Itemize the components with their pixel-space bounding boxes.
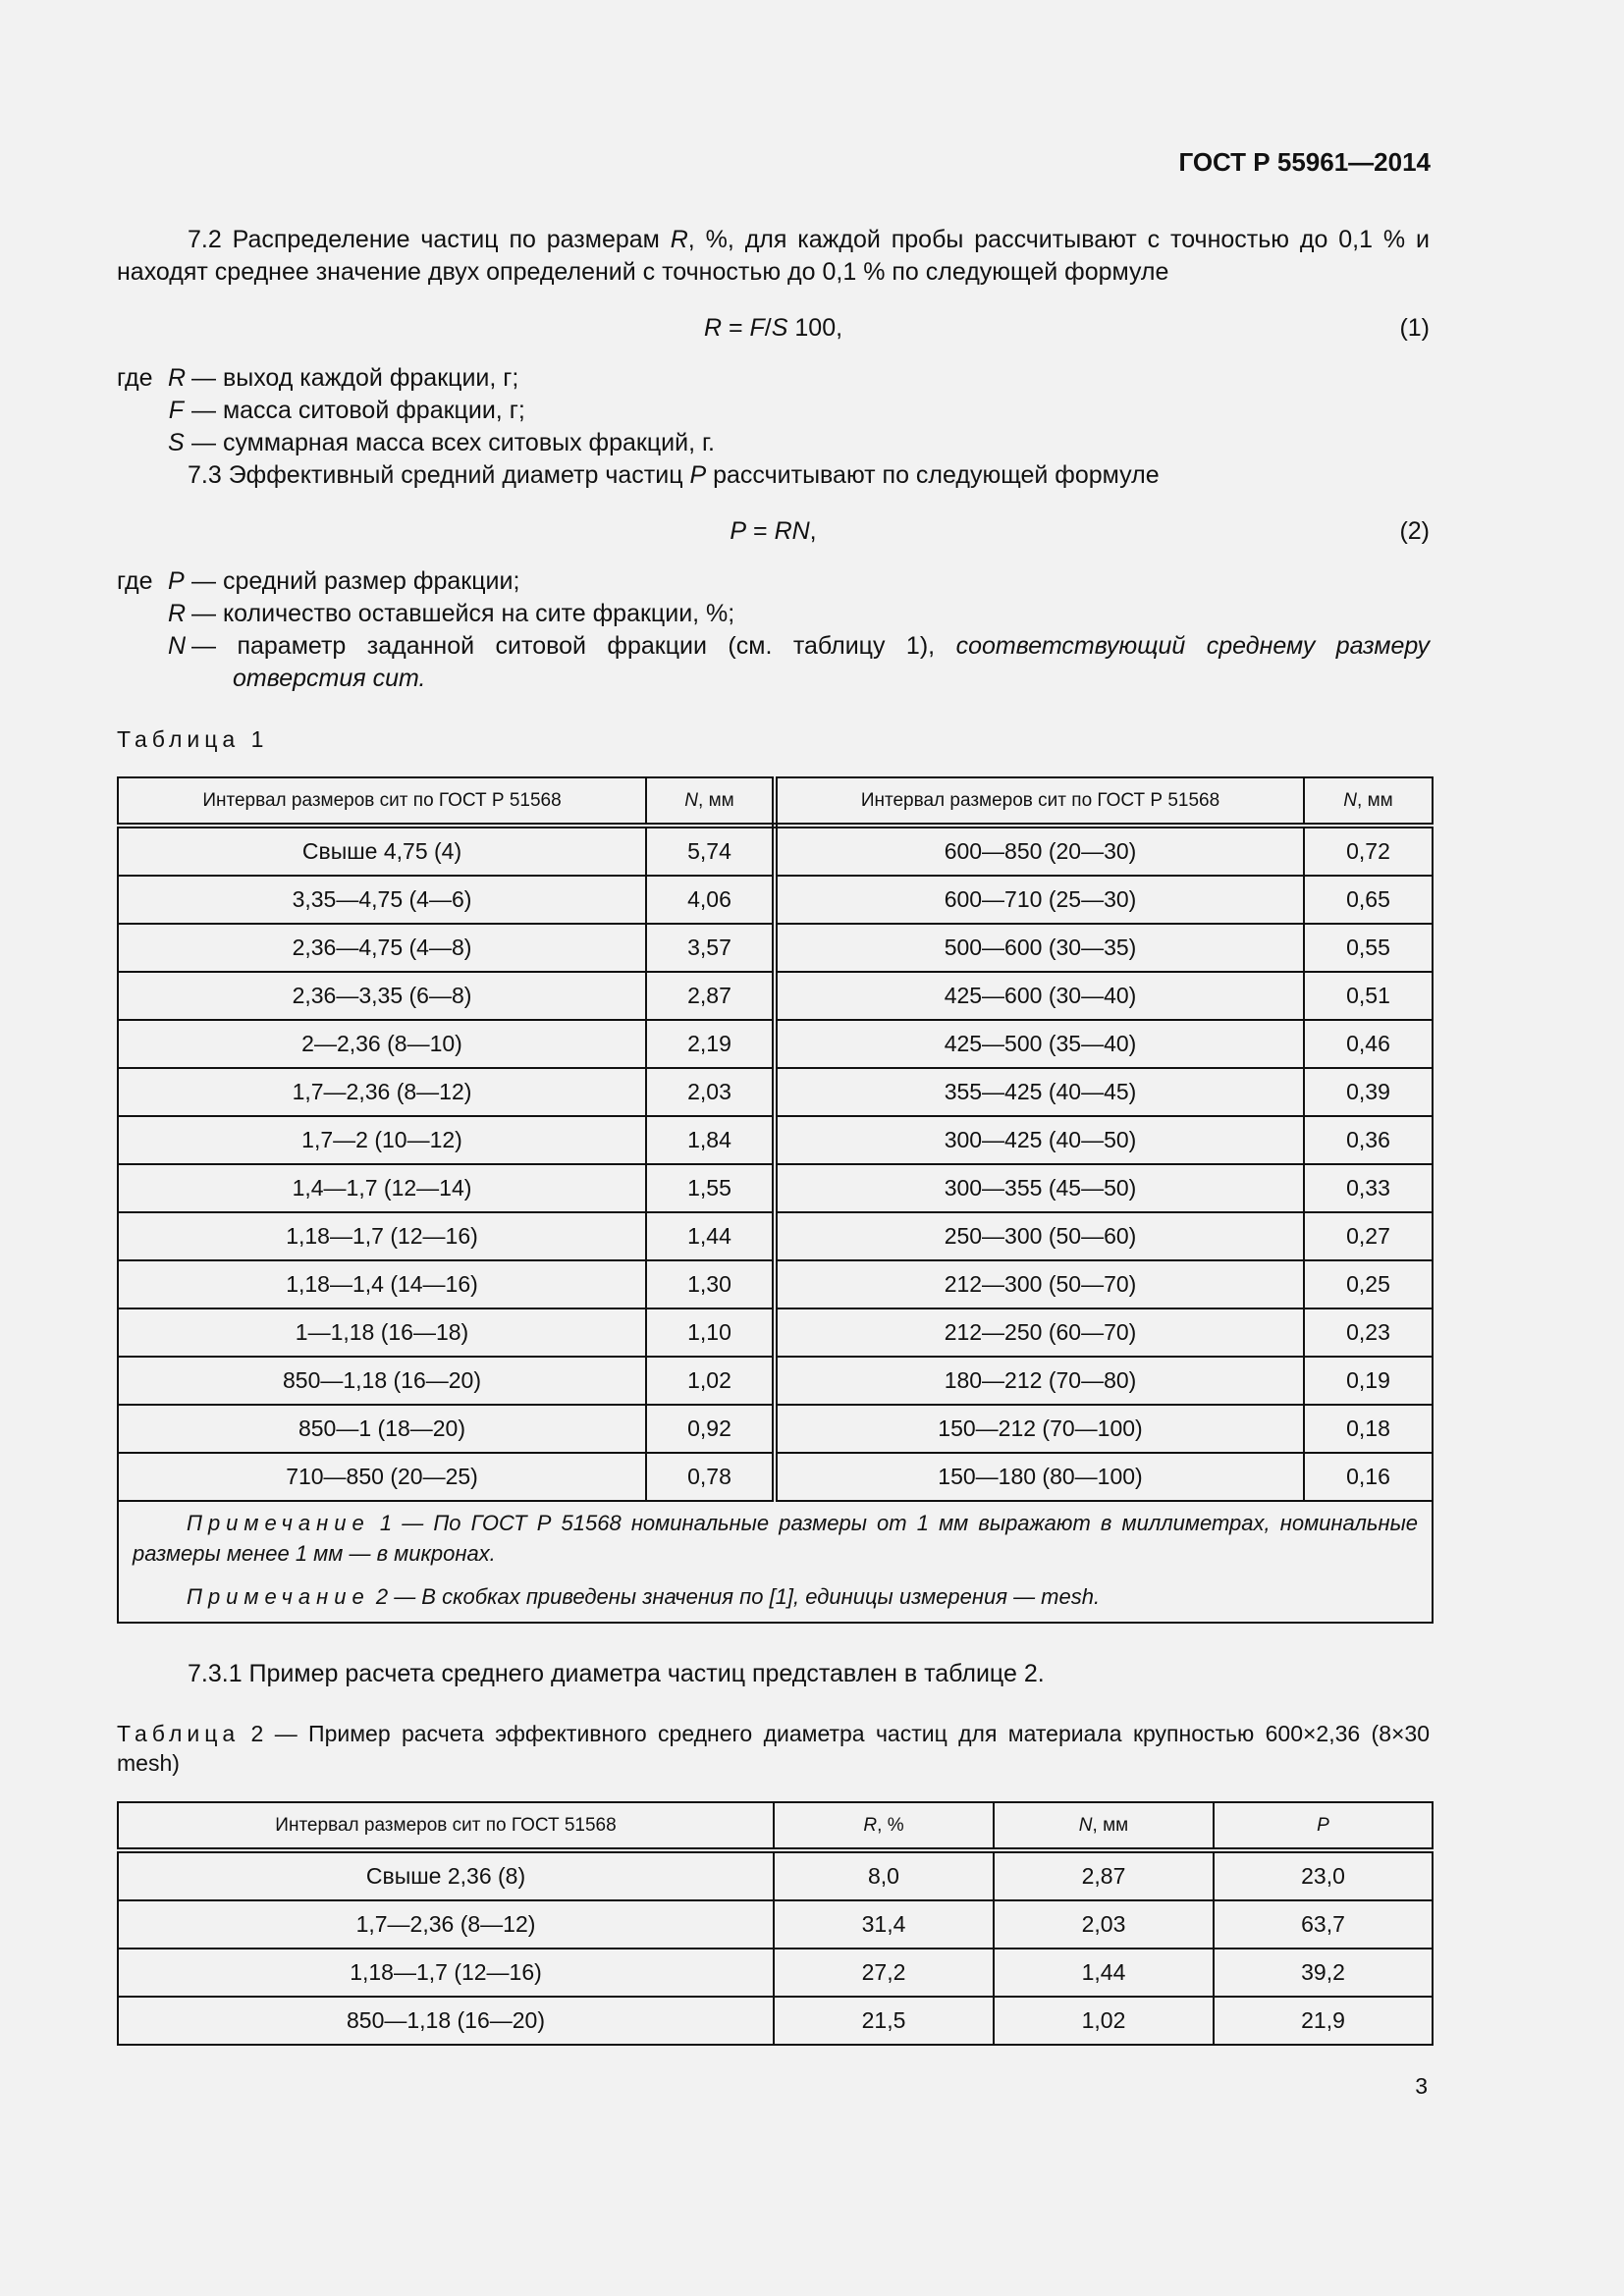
- table-row: [118, 924, 1433, 972]
- cell-interval: 1—1,18 (16—18): [118, 1308, 646, 1357]
- table-row: [118, 1260, 1433, 1308]
- table-row: [118, 1949, 1433, 1997]
- cell-interval: 1,18—1,4 (14—16): [118, 1260, 646, 1308]
- cell-interval: 600—850 (20—30): [775, 826, 1304, 876]
- cell-interval: 212—300 (50—70): [775, 1260, 1304, 1308]
- table-2-header: [118, 1802, 1433, 1850]
- cell-n: 2,87: [646, 972, 775, 1020]
- cell-interval: 2—2,36 (8—10): [118, 1020, 646, 1068]
- cell-r: 21,5: [774, 1997, 994, 2045]
- paragraph-7-3-1: 7.3.1 Пример расчета среднего диаметра частиц представлен в таблице 2.: [188, 1660, 1045, 1687]
- cell-n: 0,78: [646, 1453, 775, 1501]
- formula-1: [117, 314, 1430, 347]
- cell-n: 0,23: [1304, 1308, 1433, 1357]
- legend-row: N — параметр заданной ситовой фракции (см. таблицу 1), соответствующий среднему размеру: [168, 632, 1430, 660]
- cell-interval: 355—425 (40—45): [775, 1068, 1304, 1116]
- cell-interval: 600—710 (25—30): [775, 876, 1304, 924]
- cell-interval: 250—300 (50—60): [775, 1212, 1304, 1260]
- legend-row: S — суммарная масса всех ситовых фракций, г.: [168, 429, 715, 456]
- cell-n: 0,25: [1304, 1260, 1433, 1308]
- header-n: N, мм: [994, 1802, 1214, 1850]
- cell-interval: 425—600 (30—40): [775, 972, 1304, 1020]
- cell-n: 2,03: [646, 1068, 775, 1116]
- cell-interval: 150—212 (70—100): [775, 1405, 1304, 1453]
- cell-n: 0,18: [1304, 1405, 1433, 1453]
- cell-p: 21,9: [1214, 1997, 1433, 2045]
- cell-interval: 850—1,18 (16—20): [118, 1997, 774, 2045]
- cell-n: 2,03: [994, 1900, 1214, 1949]
- cell-n: 0,16: [1304, 1453, 1433, 1501]
- table-row: [118, 972, 1433, 1020]
- cell-interval: 212—250 (60—70): [775, 1308, 1304, 1357]
- table-row: [118, 1068, 1433, 1116]
- cell-interval: 150—180 (80—100): [775, 1453, 1304, 1501]
- cell-interval: 300—425 (40—50): [775, 1116, 1304, 1164]
- cell-n: 0,72: [1304, 826, 1433, 876]
- header-interval: Интервал размеров сит по ГОСТ Р 51568: [775, 777, 1304, 826]
- page-number: 3: [1415, 2073, 1428, 2099]
- cell-interval: 850—1,18 (16—20): [118, 1357, 646, 1405]
- cell-n: 1,30: [646, 1260, 775, 1308]
- cell-interval: 1,7—2,36 (8—12): [118, 1900, 774, 1949]
- formula-2-expression: P = RN,: [730, 517, 817, 545]
- cell-n: 4,06: [646, 876, 775, 924]
- cell-n: 1,02: [994, 1997, 1214, 2045]
- formula-2-legend: [117, 565, 1430, 695]
- table-1: [117, 776, 1434, 1624]
- table-1-notes-row: [118, 1501, 1433, 1623]
- paragraph-7-3: 7.3 Эффективный средний диаметр частиц P рассчитывают по следующей формуле: [188, 461, 1160, 489]
- cell-interval: 850—1 (18—20): [118, 1405, 646, 1453]
- cell-n: 2,19: [646, 1020, 775, 1068]
- cell-n: 1,10: [646, 1308, 775, 1357]
- formula-1-expression: R = F/S 100,: [703, 314, 843, 342]
- cell-interval: 1,7—2,36 (8—12): [118, 1068, 646, 1116]
- cell-interval: Свыше 4,75 (4): [118, 826, 646, 876]
- cell-n: 2,87: [994, 1850, 1214, 1900]
- legend-continuation: отверстия сит.: [233, 665, 426, 692]
- cell-r: 8,0: [774, 1850, 994, 1900]
- legend-row: где R — выход каждой фракции, г;: [117, 364, 519, 392]
- header-n: N, мм: [1304, 777, 1433, 826]
- cell-n: 0,33: [1304, 1164, 1433, 1212]
- paragraph-7-2: 7.2 Распределение частиц по размерам R, %, для каждой пробы рассчитывают с точностью до 0,1 % и находят среднее значение двух определений с точностью до 0,1 % по следующей формуле: [117, 226, 1430, 286]
- cell-n: 3,57: [646, 924, 775, 972]
- cell-interval: 3,35—4,75 (4—6): [118, 876, 646, 924]
- table-1-notes: [118, 1501, 1433, 1623]
- header-p: P: [1214, 1802, 1433, 1850]
- cell-n: 0,51: [1304, 972, 1433, 1020]
- cell-interval: 180—212 (70—80): [775, 1357, 1304, 1405]
- cell-r: 27,2: [774, 1949, 994, 1997]
- cell-n: 0,19: [1304, 1357, 1433, 1405]
- formula-1-number: (1): [1399, 314, 1430, 342]
- table-row: [118, 1116, 1433, 1164]
- cell-interval: 2,36—3,35 (6—8): [118, 972, 646, 1020]
- note-2: Примечание 2 — В скобках приведены значения по [1], единицы измерения — mesh.: [187, 1584, 1101, 1609]
- table-row: [118, 1997, 1433, 2045]
- symbol-r: R: [670, 226, 688, 253]
- cell-p: 63,7: [1214, 1900, 1433, 1949]
- formula-2: [117, 517, 1430, 550]
- cell-p: 23,0: [1214, 1850, 1433, 1900]
- cell-p: 39,2: [1214, 1949, 1433, 1997]
- table-row: [118, 1900, 1433, 1949]
- legend-row: R — количество оставшейся на сите фракции, %;: [168, 600, 735, 627]
- cell-n: 0,46: [1304, 1020, 1433, 1068]
- cell-n: 0,92: [646, 1405, 775, 1453]
- legend-row: где P — средний размер фракции;: [117, 567, 520, 595]
- table-1-caption: Таблица 1: [117, 726, 269, 752]
- cell-interval: 300—355 (45—50): [775, 1164, 1304, 1212]
- cell-n: 0,65: [1304, 876, 1433, 924]
- table-2-caption: Таблица 2 — Пример расчета эффективного среднего диаметра частиц для материала крупностью 600×2,36 (8×30 mesh): [117, 1721, 1431, 1776]
- legend-row: F — масса ситовой фракции, г;: [168, 397, 525, 424]
- cell-n: 1,84: [646, 1116, 775, 1164]
- header-r: R, %: [774, 1802, 994, 1850]
- header-interval: Интервал размеров сит по ГОСТ Р 51568: [118, 777, 646, 826]
- cell-interval: Свыше 2,36 (8): [118, 1850, 774, 1900]
- cell-interval: 2,36—4,75 (4—8): [118, 924, 646, 972]
- header-n: N, мм: [646, 777, 775, 826]
- formula-1-legend: [117, 362, 1430, 459]
- document-code: ГОСТ Р 55961—2014: [1178, 147, 1431, 177]
- cell-n: 1,55: [646, 1164, 775, 1212]
- formula-2-number: (2): [1399, 517, 1430, 545]
- cell-n: 0,27: [1304, 1212, 1433, 1260]
- table-row: [118, 1308, 1433, 1357]
- cell-n: 1,44: [646, 1212, 775, 1260]
- cell-n: 1,44: [994, 1949, 1214, 1997]
- table-row: [118, 826, 1433, 876]
- cell-n: 0,36: [1304, 1116, 1433, 1164]
- cell-n: 5,74: [646, 826, 775, 876]
- table-row: [118, 1850, 1433, 1900]
- cell-interval: 710—850 (20—25): [118, 1453, 646, 1501]
- table-1-header: [118, 777, 1433, 826]
- cell-interval: 425—500 (35—40): [775, 1020, 1304, 1068]
- table-row: [118, 1020, 1433, 1068]
- table-row: [118, 1164, 1433, 1212]
- cell-interval: 1,18—1,7 (12—16): [118, 1212, 646, 1260]
- table-row: [118, 876, 1433, 924]
- table-row: [118, 1357, 1433, 1405]
- cell-n: 0,39: [1304, 1068, 1433, 1116]
- cell-r: 31,4: [774, 1900, 994, 1949]
- cell-interval: 1,7—2 (10—12): [118, 1116, 646, 1164]
- cell-n: 0,55: [1304, 924, 1433, 972]
- header-interval: Интервал размеров сит по ГОСТ 51568: [118, 1802, 774, 1850]
- note-1: Примечание 1 — По ГОСТ Р 51568 номинальные размеры от 1 мм выражают в миллиметрах, номинальные размеры менее 1 мм — в микронах.: [133, 1511, 1418, 1566]
- table-row: [118, 1453, 1433, 1501]
- cell-n: 1,02: [646, 1357, 775, 1405]
- cell-interval: 1,4—1,7 (12—14): [118, 1164, 646, 1212]
- table-row: [118, 1212, 1433, 1260]
- cell-interval: 500—600 (30—35): [775, 924, 1304, 972]
- cell-interval: 1,18—1,7 (12—16): [118, 1949, 774, 1997]
- table-2: [117, 1801, 1434, 2046]
- table-row: [118, 1405, 1433, 1453]
